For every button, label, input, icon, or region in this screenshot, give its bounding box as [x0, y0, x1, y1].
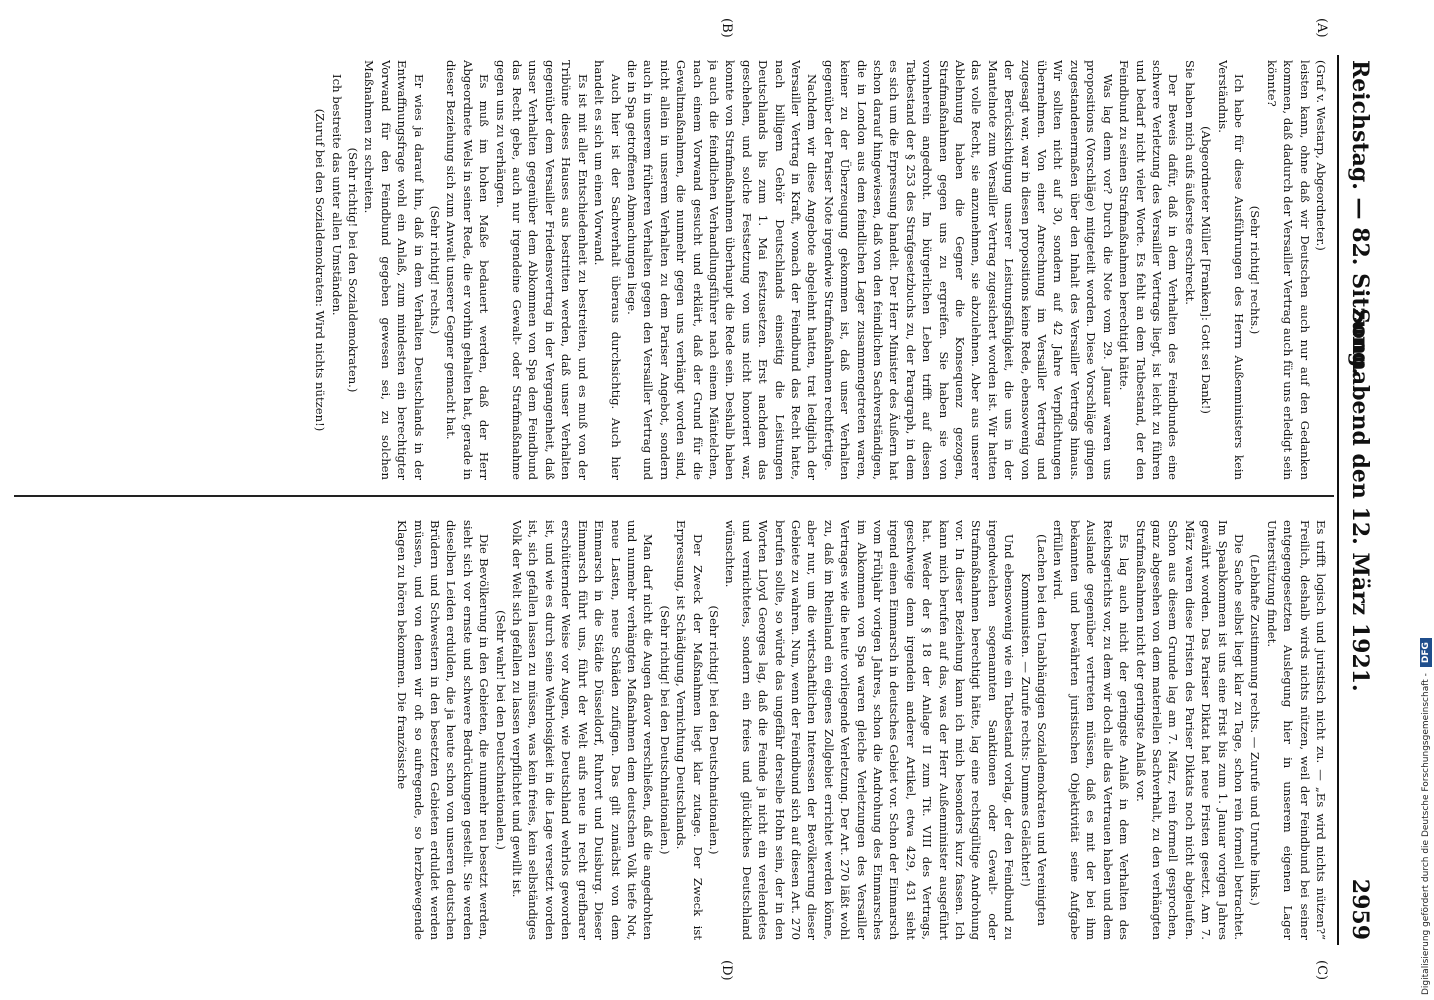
paragraph: Und ebensowenig wie ein Tatbestand vorlag, der den Feindbund zu irgendwelchen sogenannten Sanktionen oder Gewalt- oder Strafmaßnahmen berechtigt hätte, lag eine rechtsgültige Androhung vor. In dieser Beziehung kann ich mich besonders kurz fassen. Ich kann mich berufen auf das, was der Herr Außenminister ausgeführt hat. Weder der § 18 der Anlage II zum Tit. VIII des Vertrags, geschweige denn irgendein anderer Artikel, etwa 429, 431 sieht irgend einen Einmarsch in deutsches Gebiet vor. Schon der Einmarsch vom Frühjahr vorigen Jahres, schon die Androhung des Einmarsches im Abkommen von Spa waren gleiche Verletzungen des Versailler Vertrages wie die heute vorliegende Verletzung. Der Art. 270 läßt wohl zu, daß im Rheinland ein eigenes Zollgebiet errichtet werden könne, aber nur, um die wirtschaftlichen Interessen der Bevölkerung dieser Gebiete zu wahren. Nun, wenn der Feindbund sich auf diesen Art. 270 berufen sollte, so würde das ungefähr derselbe Hohn sein, der in den Worten Lloyd Georges lag, daß die Feinde ja nicht ein verelendetes und vernichtetes, sondern ein freies und glückliches Deutschland wünschten.: [723, 520, 1017, 940]
page-number: 2959: [1347, 878, 1373, 940]
page-header: [1339, 60, 1379, 940]
paragraph: Es lag auch nicht der geringste Anlaß in dem Verhalten des Reichsgerichts vor, zu dem wir doch alle das Vertrauen haben und dem Auslande gegenüber vertreten müssen, daß es mit der bei ihm bekannten und bewährten juristischen Objektivität seine Aufgabe erfüllen wird.: [1051, 520, 1132, 940]
interjection: (Sehr richtig! rechts.): [428, 205, 443, 335]
margin-marker-a: (A): [1314, 18, 1329, 38]
paragraph: Der Zweck der Maßnahmen liegt klar zutage. Der Zweck ist Erpressung, ist Schädigung, Vernichtung Deutschlands.: [674, 520, 705, 940]
paragraph: Sie haben mich aufs äußerste erschreckt.: [1182, 60, 1197, 305]
paragraph: Es muß im hohen Maße bedauert werden, daß der Herr Abgeordnete Wels in seiner Rede, die er vorhin gehalten hat, gerade in dieser Beziehung sich zum Anwalt unserer Gegner gemacht hat.: [444, 60, 492, 480]
paragraph: Es ist mit aller Entschiedenheit zu bestreiten, und es muß von der Tribüne dieses Hauses aus bestritten werden, daß unser Verhalten gegenüber dem Versailler Friedensvertrag in der Vergangenheit, daß unser Verhalten gegenüber dem Abkommen von Spa dem Feindbund das Recht gebe, auch nur irgendeine Gewalt- oder Strafmaßnahme gegen uns zu verhängen.: [493, 60, 590, 480]
interjection: (Zuruf bei den Sozialdemokraten: Wird nichts nützen!): [313, 108, 328, 432]
interjection: (Lebhafte Zustimmung rechts. — Zurufe und Unruhe links.): [1248, 554, 1263, 906]
header-left-title: Reichstag. — 82. Sitzung.: [1347, 60, 1373, 376]
text-column-right: [19, 520, 1329, 940]
interjection: (Lachen bei den Unabhängigen Sozialdemokraten und Vereinigten Kommunisten. — Zurufe rechts: Dummes Gelächter!): [1018, 534, 1050, 926]
interjection: (Sehr wahr! bei den Deutschnationalen.): [493, 610, 508, 850]
column-divider: [14, 495, 1334, 497]
interjection: (Sehr richtig! bei den Deutschnationalen.): [706, 605, 721, 855]
paragraph: leisten kann, ohne daß wir Deutschen auch nur auf den Gedanken kommen, daß dadurch der Versailler Vertrag auch für uns erledigt sein könnte?: [1264, 60, 1312, 480]
interjection: (Sehr richtig! bei den Sozialdemokraten.): [346, 147, 361, 393]
margin-marker-d: (D): [719, 960, 734, 981]
paragraph: Was lag denn vor? Durch die Note vom 29. Januar waren uns propositions (Vorschläge) mitgeteilt worden. Diese Vorschläge gingen zugestandenermaßen über den Inhalt des Versailler Vertrags hinaus. Wir sollten nicht auf 30, sondern auf 42 Jahre Verpflichtungen übernehmen. Von einer Anrechnung im Versailler Vertrag und zugesagt war, war in diesen propositions keine Rede, ebensowenig von der Berücksichtigung unserer Leistungsfähigkeit, die uns in der Mantelnote zum Versailler Vertrag zugesichert worden ist. Wir hatten das volle Recht, sie anzunehmen, sie abzulehnen. Aber aus unserer Ablehnung haben die Gegner die Konsequenz gezogen, Strafmaßnahmen gegen uns zu ergreifen. Sie haben sie von vornherein angedroht. Im bürgerlichen Leben trifft auf diesen Tatbestand der § 253 des Strafgesetzbuchs zu, der Paragraph, in dem es sich um die Erpressung handelt. Der Herr Minister des Äußern hat schon darauf hingewiesen, daß von den feindlichen Sachverständigen, die in London aus dem feindlichen Lager zusammengetreten waren, keiner zu der Überzeugung gekommen ist, daß unser Verhalten gegenüber der Pariser Note irgendwie Strafmaßnahmen rechtfertige.: [821, 60, 1115, 480]
digitization-credit: [1420, 638, 1432, 995]
interjection: (Sehr richtig! rechts.): [1248, 205, 1263, 335]
margin-marker-b: (B): [719, 18, 734, 38]
margin-marker-c: (C): [1314, 960, 1329, 981]
paragraph: Er wies ja darauf hin, daß in dem Verhalten Deutschlands in der Entwaffnungsfrage wohl ein Anlaß, zum mindesten ein berechtigter Vorwand für den Feindbund gegeben gewesen sei, zu solchen Maßnahmen zu schreiten.: [362, 60, 426, 480]
paragraph: Ich habe für diese Ausführungen des Herrn Außenministers kein Verständnis.: [1215, 60, 1246, 480]
dfg-logo: DFG: [1420, 638, 1432, 667]
header-date: Sonnabend den 12. März 1921.: [1347, 308, 1373, 692]
paragraph: (Graf v. Westarp, Abgeordneter.): [1314, 60, 1328, 251]
credit-text: Digitalisierung gefördert durch die Deutsche Forschungsgemeinschaft -: [1421, 673, 1431, 995]
interjection: (Abgeordneter Müller [Franken]: Gott sei Dank!): [1199, 126, 1214, 414]
paragraph: Auch hier ist der Sachverhalt überaus durchsichtig. Auch hier handelt es sich um einen Vorwand.: [592, 60, 623, 480]
paragraph: Ich bestreite das unter allen Umständen.: [329, 74, 344, 316]
paragraph: Die Sache selbst liegt klar zu Tage, schon rein formell betrachtet. Im Spaabkommen ist uns eine Frist bis zum 1. Januar vorigen Jahres gewährt worden. Das Pariser Diktat hat neue Fristen gesetzt. Am 7. März waren diese Fristen des Pariser Diktats noch nicht abgelaufen. Schon aus diesem Grunde lag am 7. März, rein formell gesprochen, ganz abgesehen von dem materiellen Sachverhalt, zu den verhängten Strafmaßnahmen nicht der geringste Anlaß vor.: [1133, 520, 1246, 940]
text-column-left: [19, 60, 1329, 480]
paragraph: Man darf nicht die Augen davor verschließen, daß die angedrohten und nunmehr verhängten Maßnahmen dem deutschen Volk tiefe Not, neue Lasten, neue Schäden zufügen. Das gilt zunächst von dem Einmarsch in die Städte Düsseldorf, Ruhrort und Duisburg. Dieser Einmarsch führt uns, führt der Welt aufs neue in recht greifbarer erschütternder Weise vor Augen, wie Deutschland wehrlos geworden ist, und wie es durch seine Wehrlosigkeit in die Lage versetzt worden ist, sich gefallen lassen zu müssen, was kein freies, kein selbständiges Volk der Welt sich gefallen zu lassen verpflichtet und gewillt ist.: [510, 520, 656, 940]
paragraph: Es trifft logisch und juristisch nicht zu. — „Es wird nichts nützen?“ Freilich, deshalb wirds nichts nützen, weil der Feindbund bei seiner entgegengesetzten Auslegung hier in unserem eigenen Lager Unterstützung findet.: [1264, 520, 1328, 940]
paragraph: Der Beweis dafür, daß in dem Verhalten des Feindbundes eine schwere Verletzung des Versailler Vertrags liegt, ist leicht zu führen und bedarf nicht vieler Worte. Es fehlt an dem Tatbestand, der den Feindbund zu seinen Strafmaßnahmen berechtigt hätte.: [1117, 60, 1181, 480]
interjection: (Sehr richtig! bei den Deutschnationalen.): [657, 605, 672, 855]
paragraph: Die Bevölkerung in den Gebieten, die nunmehr neu besetzt werden, sieht sich vor ernste und schwere Bedrückungen gestellt. Sie werden dieselben Leiden erdulden, die ja heute schon von unseren deutschen Brüdern und Schwestern in den besetzten Gebieten erduldet werden müssen, und von denen wir oft so aufregende, so herzbewegende Klagen zu hören bekommen. Die französische: [395, 520, 492, 940]
header-rule: [1337, 55, 1339, 945]
paragraph: Nachdem wir diese Angebote abgelehnt hatten, trat lediglich der Versailler Vertrag in Kraft, wonach der Feindbund das Recht hatte, nach billigem Gehör Deutschlands einseitig die Leistungen Deutschlands bis zum 1. Mai festzusetzen. Erst nachdem das geschehen, und solche Festsetzung von uns nicht honoriert war, konnte von Strafmaßnahmen überhaupt die Rede sein. Deshalb haben ja auch die feindlichen Verhandlungsführer nach einem Mäntelchen, nach einem Vorwand gesucht und erklärt, daß der Grund für die Gewaltmaßnahmen, die nunmehr gegen uns verhängt worden sind, nicht allein in unserem Verhalten zu dem Pariser Angebot, sondern auch in unserem früheren Verhalten gegen den Versailler Vertrag und die in Spa getroffenen Abmachungen liege.: [624, 60, 820, 480]
